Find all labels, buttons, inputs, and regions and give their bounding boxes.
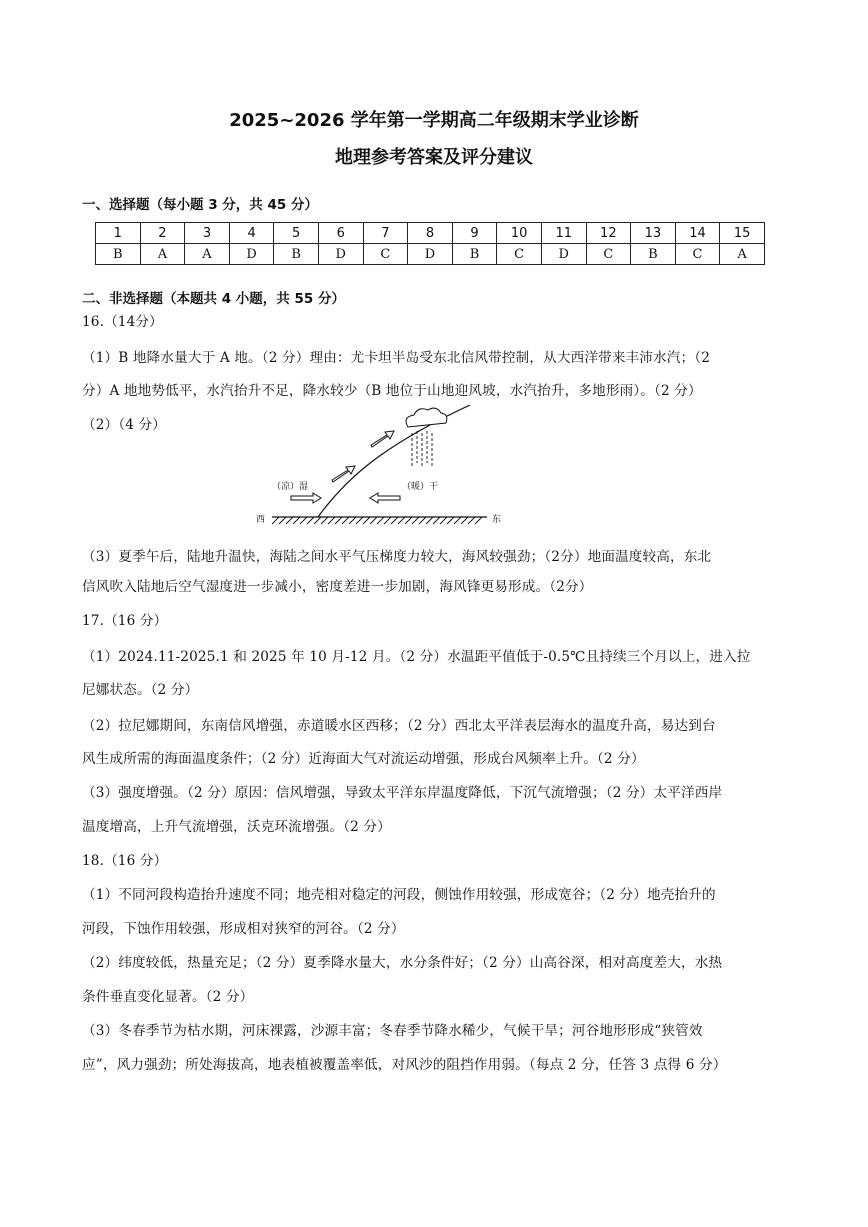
- section1-heading: 一、选择题（每小题 3 分，共 45 分）: [82, 197, 318, 213]
- cloud-icon: [406, 408, 447, 427]
- rain-icon: [412, 431, 432, 467]
- answer-cell: C: [586, 244, 631, 265]
- q18-answer-3-line2: 应”，风力强劲；所处海拔高，地表植被覆盖率低，对风沙的阻挡作用弱。（每点 2 分，任答 3 点得 6 分）: [82, 1057, 727, 1073]
- answer-row: [96, 244, 765, 265]
- page-subtitle: 地理参考答案及评分建议: [335, 147, 533, 168]
- answer-cell: B: [96, 244, 141, 265]
- question-number-cell: 9: [452, 223, 497, 244]
- answer-cell: C: [497, 244, 542, 265]
- q17-answer-1-line1: （1）2024.11-2025.1 和 2025 年 10 月-12 月。（2 分）水温距平值低于-0.5℃且持续三个月以上，进入拉: [82, 649, 751, 665]
- q17-answer-2-line2: 风生成所需的海面温度条件；（2 分）近海面大气对流运动增强，形成台风频率上升。（2 分）: [82, 751, 645, 767]
- q17-answer-3-line1: （3）强度增强。（2 分）原因：信风增强，导致太平洋东岸温度降低，下沉气流增强；（2 分）太平洋西岸: [82, 785, 723, 801]
- answer-cell: C: [675, 244, 720, 265]
- ground-hatching: [272, 517, 487, 524]
- left-arrow-icon: [370, 493, 400, 503]
- question-number-cell: 2: [140, 223, 185, 244]
- q17-answer-3-line2: 温度增高，上升气流增强，沃克环流增强。（2 分）: [82, 819, 391, 835]
- diagram-west-label: 西: [256, 515, 266, 525]
- diagram-east-label: 东: [492, 515, 502, 525]
- q17-answer-2-line1: （2）拉尼娜期间，东南信风增强，赤道暖水区西移；（2 分）西北太平洋表层海水的温度升高，易达到台: [82, 718, 716, 734]
- answer-cell: D: [541, 244, 586, 265]
- answer-cell: A: [185, 244, 230, 265]
- q18-answer-1-line1: （1）不同河段构造抬升速度不同；地壳相对稳定的河段，侧蚀作用较强，形成宽谷；（2 分）地壳抬升的: [82, 887, 716, 903]
- diagram-left-label: （凉）湿: [272, 482, 309, 492]
- question-number-cell: 15: [720, 223, 765, 244]
- q16-answer-2: （2）（4 分）: [82, 417, 166, 433]
- q18-answer-2-line2: 条件垂直变化显著。（2 分）: [82, 989, 254, 1005]
- right-arrow-icon: [291, 493, 321, 503]
- q16-answer-3-line1: （3）夏季午后，陆地升温快，海陆之间水平气压梯度力较大，海风较强劲；（2分）地面温度较高，东北: [82, 549, 712, 565]
- question-number-cell: 5: [274, 223, 319, 244]
- q16-heading: 16.（14分）: [82, 314, 163, 330]
- sea-breeze-diagram: [250, 405, 520, 530]
- question-number-cell: 1: [96, 223, 141, 244]
- answer-cell: C: [363, 244, 408, 265]
- q16-answer-1-line2: 分）A 地地势低平，水汽抬升不足，降水较少（B 地位于山地迎风坡，水汽抬升，多地形雨）。（2 分）: [82, 383, 702, 399]
- answer-table: [95, 222, 765, 265]
- question-number-cell: 6: [318, 223, 363, 244]
- rising-arrow-icon: [371, 431, 394, 447]
- question-number-cell: 7: [363, 223, 408, 244]
- question-number-cell: 10: [497, 223, 542, 244]
- question-number-cell: 12: [586, 223, 631, 244]
- answer-cell: A: [720, 244, 765, 265]
- q18-answer-1-line2: 河段，下蚀作用较强，形成相对狭窄的河谷。（2 分）: [82, 921, 405, 937]
- q17-heading: 17.（16 分）: [82, 613, 168, 629]
- answer-cell: D: [229, 244, 274, 265]
- diagram-right-label: （暖）干: [402, 482, 439, 492]
- page-title: 2025~2026 学年第一学期高二年级期末学业诊断: [229, 110, 639, 131]
- q18-heading: 18.（16 分）: [82, 853, 168, 869]
- answer-cell: B: [452, 244, 497, 265]
- question-number-cell: 14: [675, 223, 720, 244]
- answer-cell: B: [274, 244, 319, 265]
- q17-answer-1-line2: 尼娜状态。（2 分）: [82, 682, 199, 698]
- q16-answer-1-line1: （1）B 地降水量大于 A 地。（2 分）理由：尤卡坦半岛受东北信风带控制，从大西洋带来丰沛水汽；（2: [82, 350, 711, 366]
- q18-answer-3-line1: （3）冬春季节为枯水期，河床裸露，沙源丰富；冬春季节降水稀少，气候干旱；河谷地形形成“狭管效: [82, 1023, 703, 1039]
- question-number-cell: 11: [541, 223, 586, 244]
- question-number-cell: 8: [408, 223, 453, 244]
- question-number-cell: 4: [229, 223, 274, 244]
- answer-cell: B: [631, 244, 676, 265]
- question-number-cell: 3: [185, 223, 230, 244]
- q16-answer-3-line2: 信风吹入陆地后空气湿度进一步减小，密度差进一步加剧，海风锋更易形成。（2分）: [82, 579, 593, 595]
- section2-heading: 二、非选择题（本题共 4 小题，共 55 分）: [82, 291, 345, 307]
- answer-cell: D: [318, 244, 363, 265]
- q18-answer-2-line1: （2）纬度较低，热量充足；（2 分）夏季降水量大，水分条件好；（2 分）山高谷深，相对高度差大，水热: [82, 955, 723, 971]
- answer-cell: D: [408, 244, 453, 265]
- question-number-cell: 13: [631, 223, 676, 244]
- answer-cell: A: [140, 244, 185, 265]
- question-number-row: [96, 223, 765, 244]
